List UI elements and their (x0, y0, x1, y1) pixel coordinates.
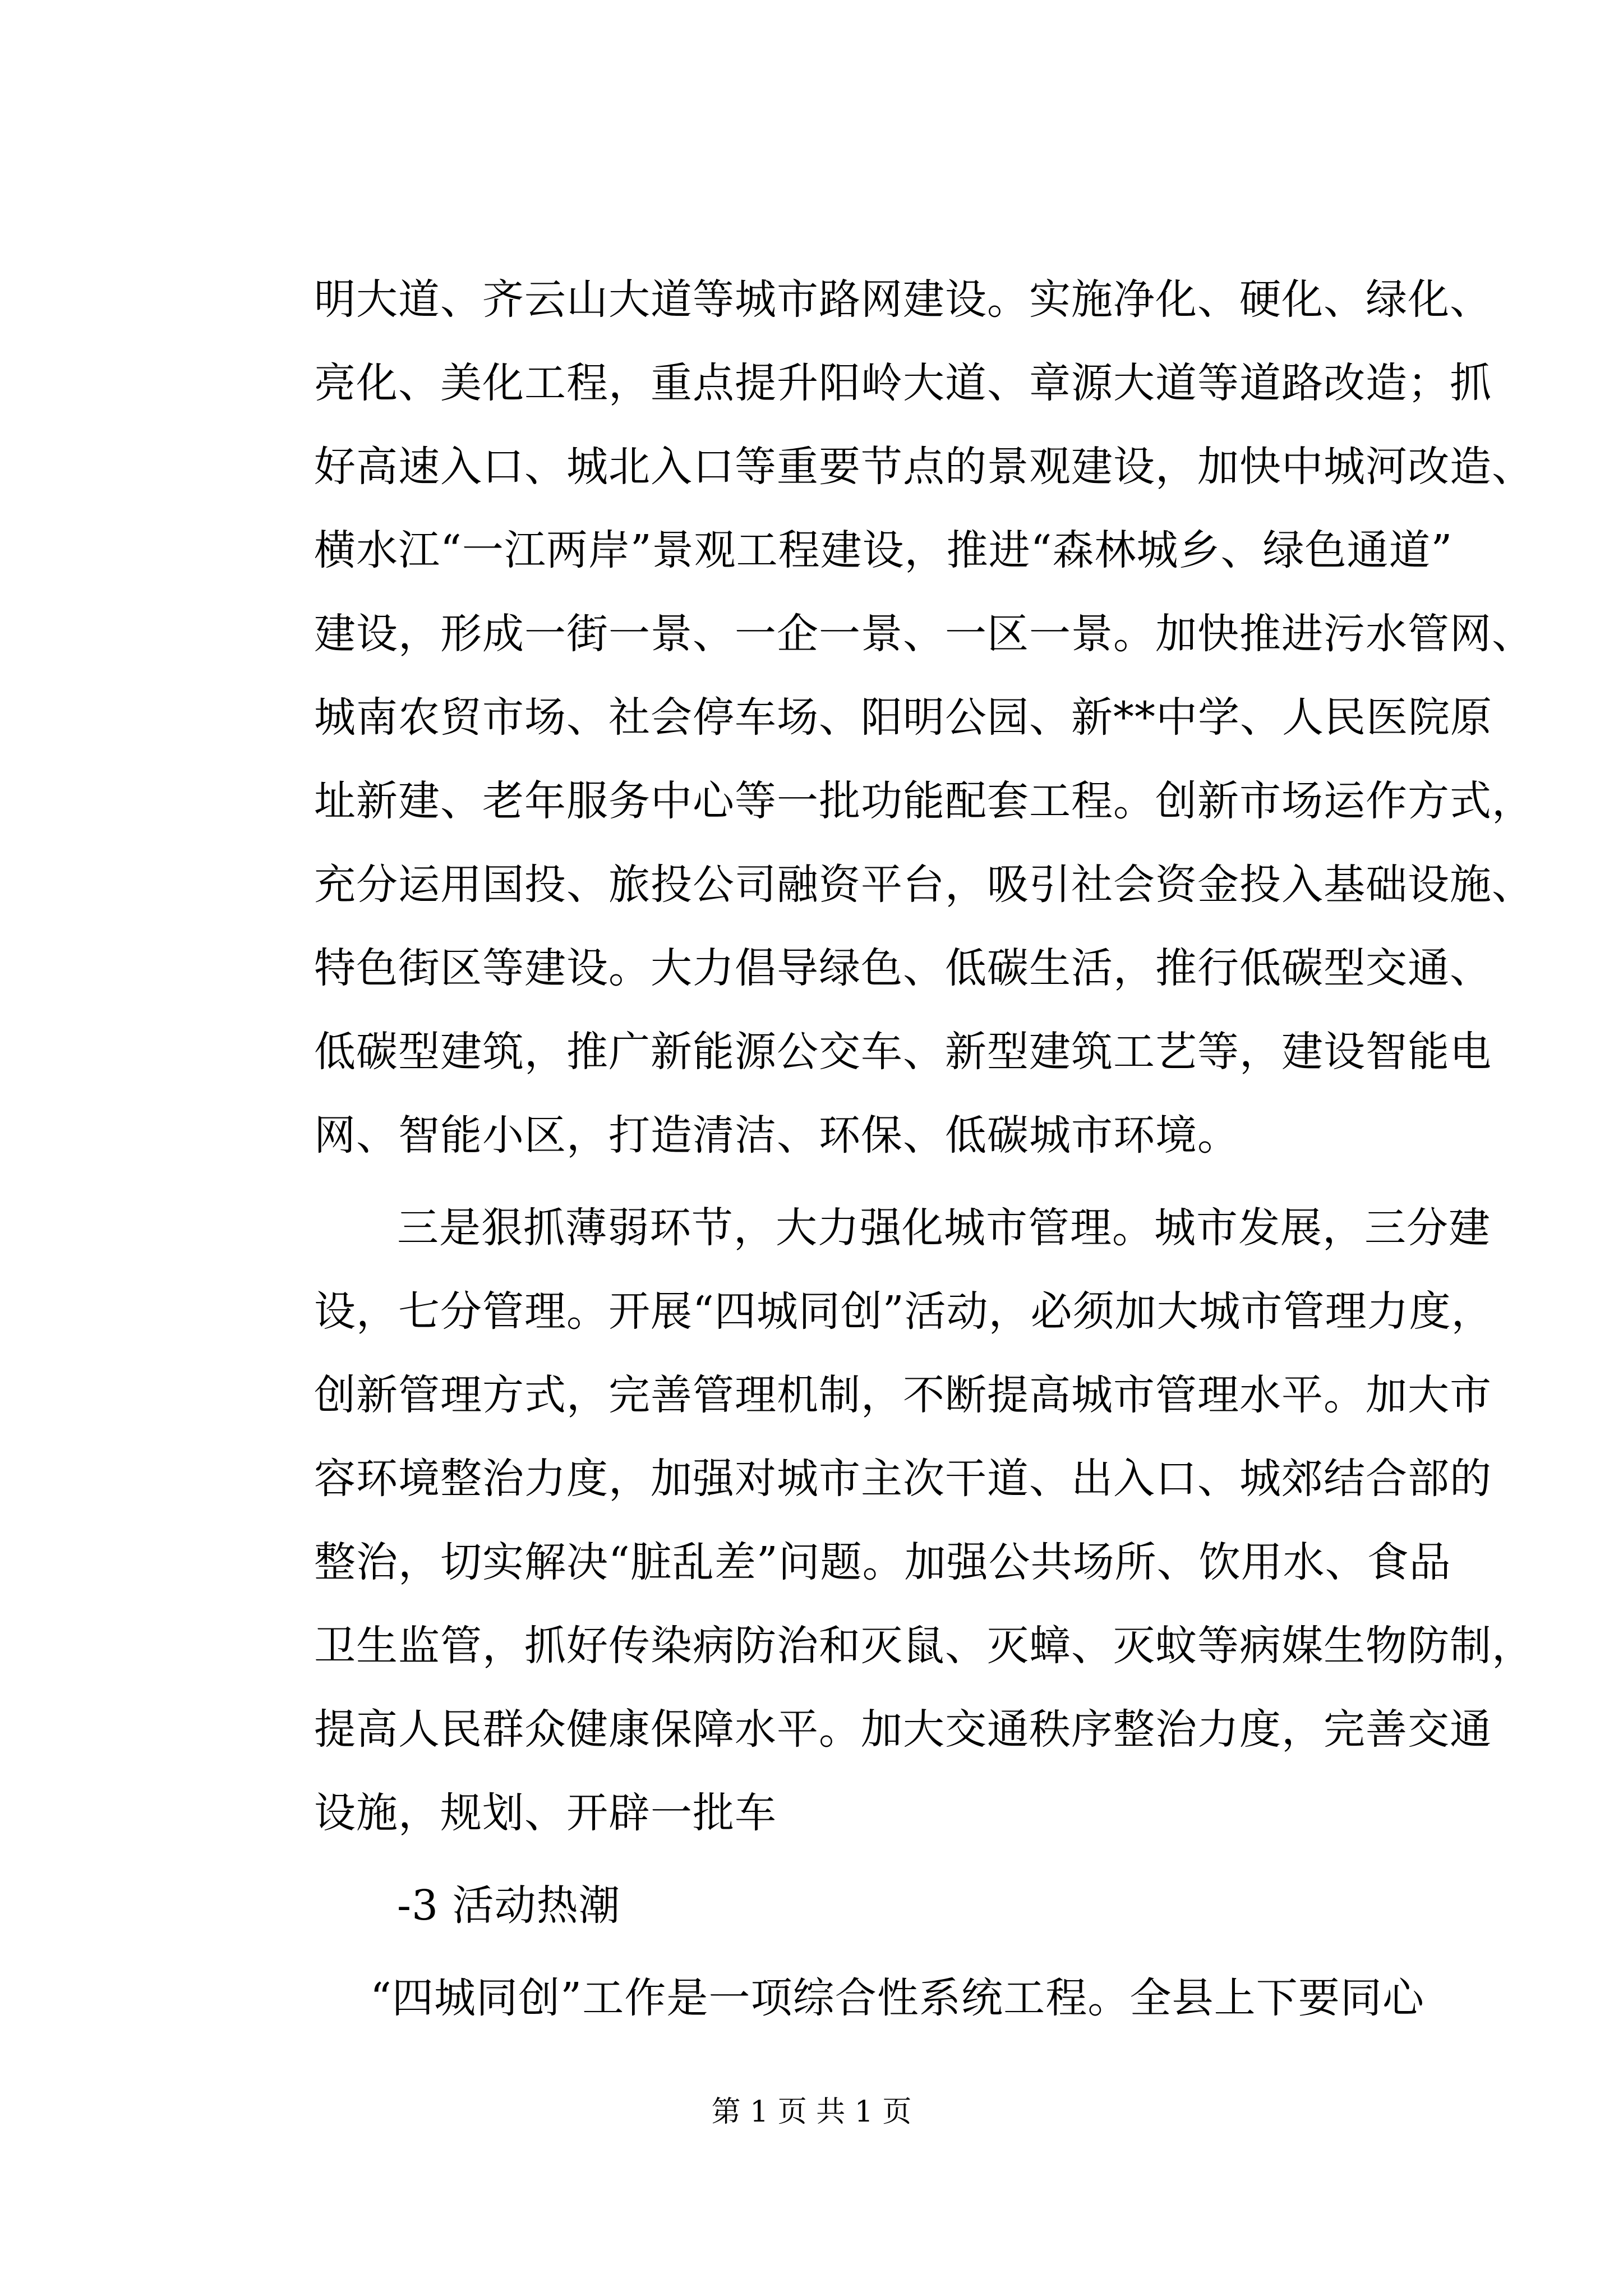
text-line: 三是狠抓薄弱环节，大力强化城市管理。城市发展，三分建 (397, 1204, 1491, 1252)
paragraph-2 (314, 1186, 1534, 1855)
text-line: 整治，切实解决“脏乱差”问题。加强公共场所、饮用水、食品 (314, 1538, 1451, 1586)
text-line: 提高人民群众健康保障水平。加大交通秩序整治力度，完善交通 (314, 1705, 1492, 1754)
document-body (314, 258, 1534, 2040)
page-number-label: 第 1 页 共 1 页 (711, 2095, 912, 2129)
text-line: “四城同创”工作是一项综合性系统工程。全县上下要同心 (370, 1974, 1424, 2022)
text-line: 横水江“一江两岸”景观工程建设，推进“森林城乡、绿色通道” (314, 526, 1453, 574)
text-line: 亮化、美化工程，重点提升阳岭大道、章源大道等道路改造；抓 (314, 359, 1492, 407)
section-heading: -3 活动热潮 (397, 1881, 621, 1930)
text-line: 特色街区等建设。大力倡导绿色、低碳生活，推行低碳型交通、 (314, 944, 1492, 992)
text-line: 卫生监管，抓好传染病防治和灭鼠、灭蟑、灭蚊等病媒生物防制， (314, 1622, 1534, 1670)
paragraph-gap (314, 1948, 1424, 1957)
text-line: 址新建、老年服务中心等一批功能配套工程。创新市场运作方式， (314, 777, 1534, 825)
paragraph-gap (314, 1855, 1424, 1864)
text-line: 创新管理方式，完善管理机制，不断提高城市管理水平。加大市 (314, 1371, 1492, 1419)
text-line: 网、智能小区，打造清洁、环保、低碳城市环境。 (314, 1111, 1239, 1159)
text-line: 明大道、齐云山大道等城市路网建设。实施净化、硬化、绿化、 (314, 275, 1492, 324)
page-footer (0, 2092, 1623, 2132)
text-line: 设施，规划、开辟一批车 (314, 1789, 777, 1837)
text-line: 城南农贸市场、社会停车场、阳明公园、新**中学、人民医院原 (314, 693, 1492, 742)
text-line: 充分运用国投、旅投公司融资平台，吸引社会资金投入基础设施、 (314, 861, 1534, 909)
text-line: 好高速入口、城北入口等重要节点的景观建设，加快中城河改造、 (314, 443, 1534, 491)
paragraph-3 (314, 1957, 1424, 2040)
paragraph-1 (314, 258, 1534, 1177)
paragraph-gap (314, 1177, 1424, 1186)
text-line: 低碳型建筑，推广新能源公交车、新型建筑工艺等，建设智能电 (314, 1028, 1492, 1076)
text-line: 容环境整治力度，加强对城市主次干道、出入口、城郊结合部的 (314, 1455, 1492, 1503)
text-line: 设，七分管理。开展“四城同创”活动，必须加大城市管理力度， (314, 1287, 1493, 1336)
text-line: 建设，形成一街一景、一企一景、一区一景。加快推进污水管网、 (314, 610, 1534, 658)
